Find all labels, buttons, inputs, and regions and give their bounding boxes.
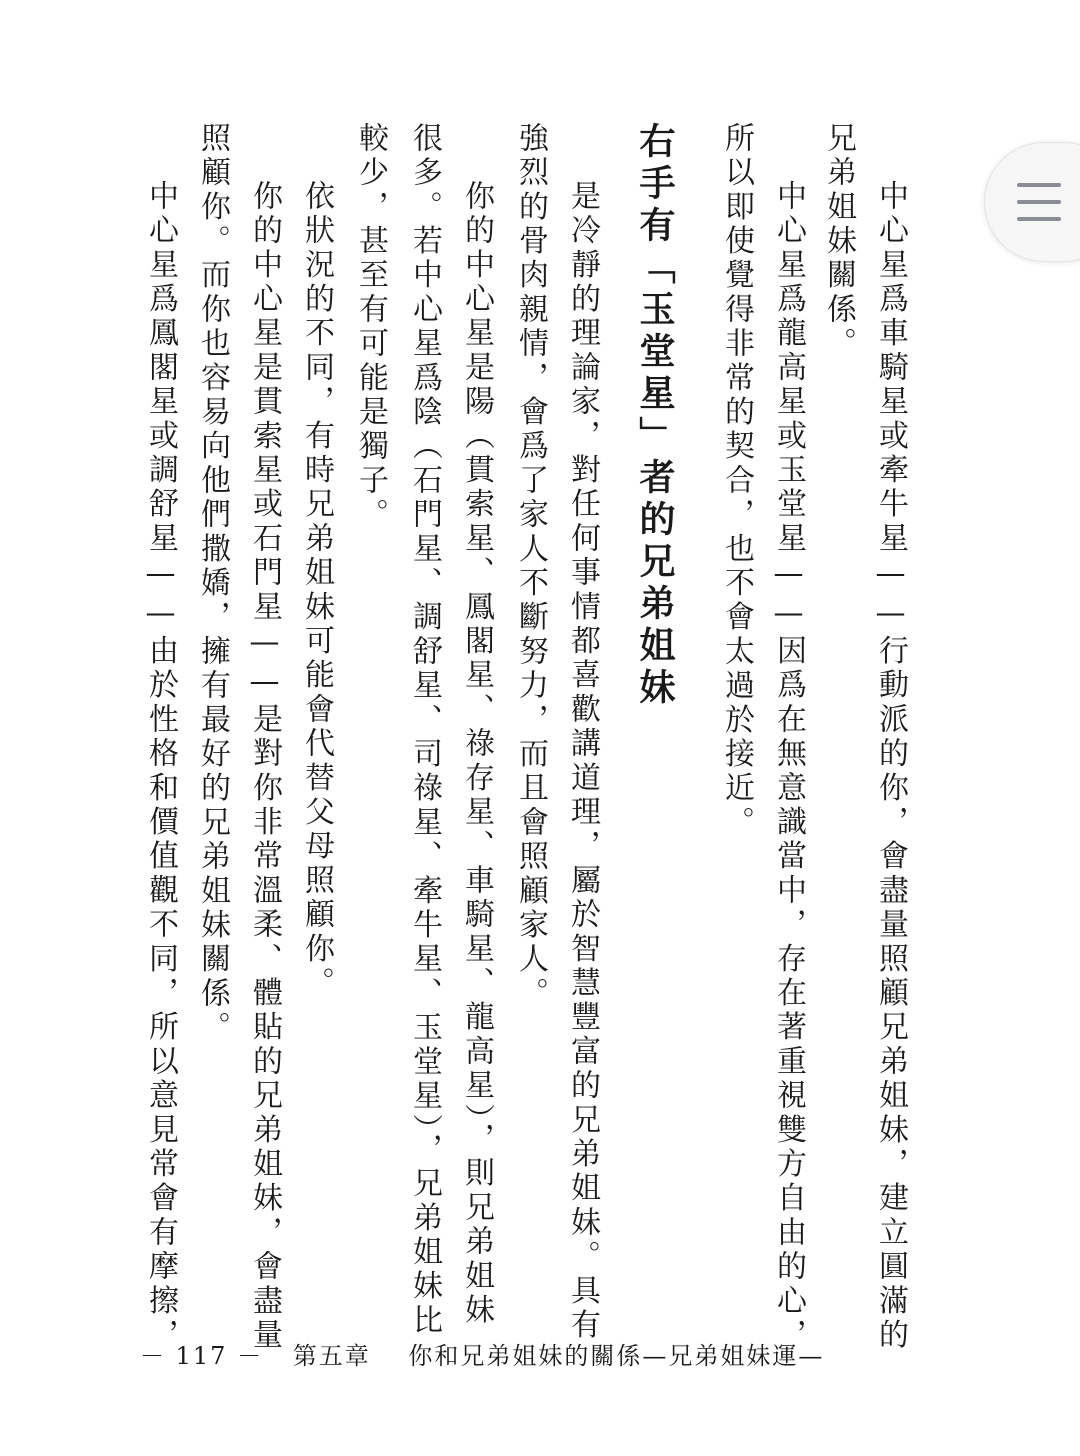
chapter-title: 你和兄弟姐妹的關係—兄弟姐妹運— (408, 1342, 825, 1370)
chapter-label: 第五章 (292, 1342, 371, 1370)
page-footer (140, 1336, 940, 1376)
text-column-3: 中心星爲龍高星或玉堂星——因爲在無意識當中，存在著重視雙方自由的心， (771, 180, 806, 1353)
text-column-11: 依狀況的不同，有時兄弟姐妹可能會代替父母照顧你。 (299, 180, 334, 1001)
page-number: － 117 － (140, 1342, 264, 1370)
text-column-7: 強烈的骨肉親情，會爲了家人不斷努力，而且會照顧家人。 (513, 122, 548, 1012)
text-column-1: 中心星爲車騎星或牽牛星——行動派的你，會盡量照顧兄弟姐妹，建立圓滿的 (873, 180, 908, 1353)
text-column-4: 所以即使覺得非常的契合，也不會太過於接近。 (719, 122, 754, 841)
text-column-6: 是冷靜的理論家，對任何事情都喜歡講道理，屬於智慧豐富的兄弟姐妹。具有 (565, 180, 600, 1343)
section-heading: 右手有「玉堂星」者的兄弟姐妹 (634, 122, 675, 710)
text-column-14: 中心星爲鳳閣星或調舒星——由於性格和價值觀不同，所以意見常會有摩擦， (143, 180, 178, 1353)
text-column-10: 較少，甚至有可能是獨子。 (353, 122, 388, 533)
text-column-9: 很多。若中心星爲陰（石門星、調舒星、司祿星、牽牛星、玉堂星），兄弟姐妹比 (407, 122, 442, 1339)
text-column-13: 照顧你。而你也容易向他們撒嬌，擁有最好的兄弟姐妹關係。 (195, 122, 230, 1046)
text-column-8: 你的中心星是陽（貫索星、鳳閣星、祿存星、車騎星、龍高星），則兄弟姐妹 (459, 180, 494, 1328)
text-column-2: 兄弟姐妹關係。 (821, 122, 856, 362)
text-column-12: 你的中心星是貫索星或石門星——是對你非常溫柔、體貼的兄弟姐妹，會盡量 (247, 180, 282, 1353)
